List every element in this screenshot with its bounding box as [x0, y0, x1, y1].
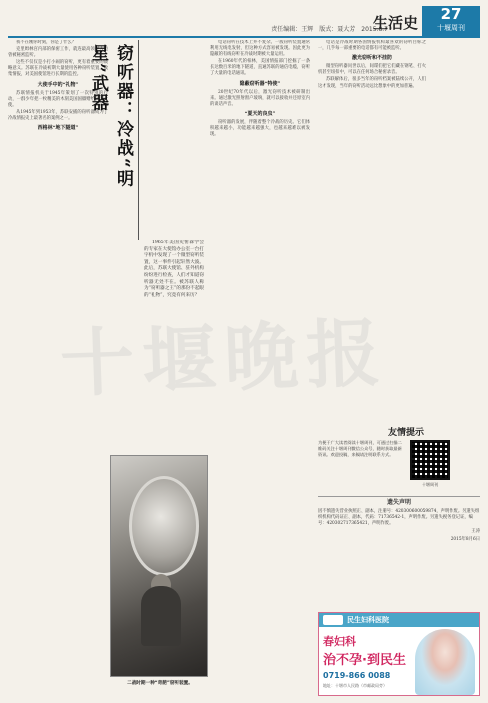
lede-box [144, 240, 204, 450]
subheading: 激光窃听和不挂防 [351, 55, 392, 62]
ad-model-image [415, 629, 475, 695]
qr-code-icon[interactable] [410, 440, 450, 480]
ad-brand: 民生妇科医院 [319, 613, 479, 627]
divider [138, 40, 139, 240]
subheading: “夏天的良虫” [244, 110, 276, 117]
article-column-2 [210, 40, 310, 690]
notice-signer: 王涛 [471, 529, 480, 534]
headline: 窃听器：冷战“明星”武器 [88, 44, 133, 189]
paragraph: 电话是冷战时期各国情报机构最喜欢的窃听目标之一，几乎每一部重要的电话都有可能被监听。 [318, 40, 426, 52]
parabolic-dish [129, 476, 199, 576]
article-photo [110, 455, 208, 677]
paragraph: 微型窃听器问世以后，间谍们把它们藏在钢笔、打火机甚至纽扣中，可以在任何场合秘密录音。 [318, 64, 426, 76]
page-number-box [422, 6, 480, 36]
paragraph: 窃听器的发展，伴随着整个冷战的历史。它们体积越来越小，功能越来越强大，也越来越难以被发现。 [210, 120, 310, 138]
ad-phone: 0719-866 0088 [323, 671, 391, 680]
article-column-3 [318, 40, 426, 420]
paragraph: 电话窃听在技术上并不复杂。一般窃听装置通常利用无线电发射，但这种方式容易被发现。因此更为隐蔽的有线窃听在冷战时期被大量运用。 [210, 40, 310, 58]
qr-label: 十堰周刊 [422, 482, 438, 487]
lost-notice [318, 496, 480, 606]
notice-title: 遗失声明 [386, 499, 411, 506]
ad-slogan-1: 春妇科 [323, 635, 356, 648]
subheading: 西格林“地下隧道” [37, 125, 79, 132]
notice-date: 2015年8月6日 [450, 537, 480, 542]
page-subtitle: 十堰周刊 [437, 24, 465, 32]
article-column-1 [8, 40, 108, 695]
photo-caption: 二战时期一种“奇葩”窃听装置。 [127, 681, 193, 686]
paragraph: 从1945年到1953年，苏联安插的窃听器成为了冷战情报史上最著名的案例之一。 [8, 109, 108, 122]
header-meta: 责任编辑：王辉 版式：聂大芳 2015.8.7 [271, 26, 388, 33]
paragraph: 克里姆林宫内部的保密工作，就连最高领导人也曾被秘密监听。 [8, 47, 108, 59]
person-figure [141, 586, 181, 646]
tip-title: 友情提示 [387, 428, 424, 438]
watermark: 十堰晚报 [58, 310, 390, 408]
lede-text: 1965年美国史密森学会的专家在大使馆办公室一台打字机中发现了一个微型窃听装置，这一事件引起轩然大波。此后，苏联大使馆、驻外机构纷纷进行检查，人们才知道窃听器无处不在。被苏联人称为“窃听器之王”的那份不起眼的“礼物”，究竟有何来历？ [144, 240, 204, 298]
paragraph: 这些不仅仅是小打小闹的窃听，更有着重要的战略意义。苏联在冷战初期大量使用各种窃听装置，收集情报，对美国使馆进行长期的监控。 [8, 60, 108, 78]
paragraph: 苏联解体后，很多当年的窃听档案被陆续公开，人们这才发现，当年的窃听活动远比想象中的更加普遍。 [318, 77, 426, 89]
section-title: 生活史 [372, 14, 418, 32]
tip-text: 为便于广大读者阅读十堰周刊，可通过扫描二维码关注十堰周刊微信公众号，随时获取最新资讯。欢迎投稿，来稿请注明联系方式。 [318, 440, 402, 457]
notice-text: 因不慎遗失营业执照正、副本，注册号：420300600059874，声明作废。另遗失组织机构代码证正、副本，代码：71736542-1，声明作废。另遗失税务登记证，编号：420302717365421，声明作废。 [318, 509, 480, 526]
ad-slogan-2: 治不孕·到民生 [323, 653, 406, 668]
subheading: 隐蔽窃听器“特使” [239, 80, 281, 87]
paragraph: 苏联情报机关于1945年策划了一次特别的行动，一群少年把一枚精美的木刻美国国徽赠给美国大使。 [8, 90, 108, 108]
hospital-logo-icon [323, 615, 343, 625]
paragraph: 20世纪70年代以后，激光窃听技术被研制出来。通过激光照射窗户玻璃，就可以接收并还原室内的谈话声音。 [210, 89, 310, 107]
hospital-advert[interactable] [318, 612, 480, 696]
page-number: 27 [440, 5, 462, 23]
paragraph: 我不在刚你时刻，你是了什么？ [16, 40, 77, 45]
page-header [8, 4, 480, 38]
subheading: 大使手中的“礼物” [37, 81, 79, 88]
paragraph: 在1960年代的柏林，美国情报部门挖掘了一条长达数百米的地下隧道，直通苏联的通信电缆，窃听了大量的电话通讯。 [210, 59, 310, 77]
ad-address: 地址：十堰市人民路（市邮政局旁） [323, 683, 387, 688]
